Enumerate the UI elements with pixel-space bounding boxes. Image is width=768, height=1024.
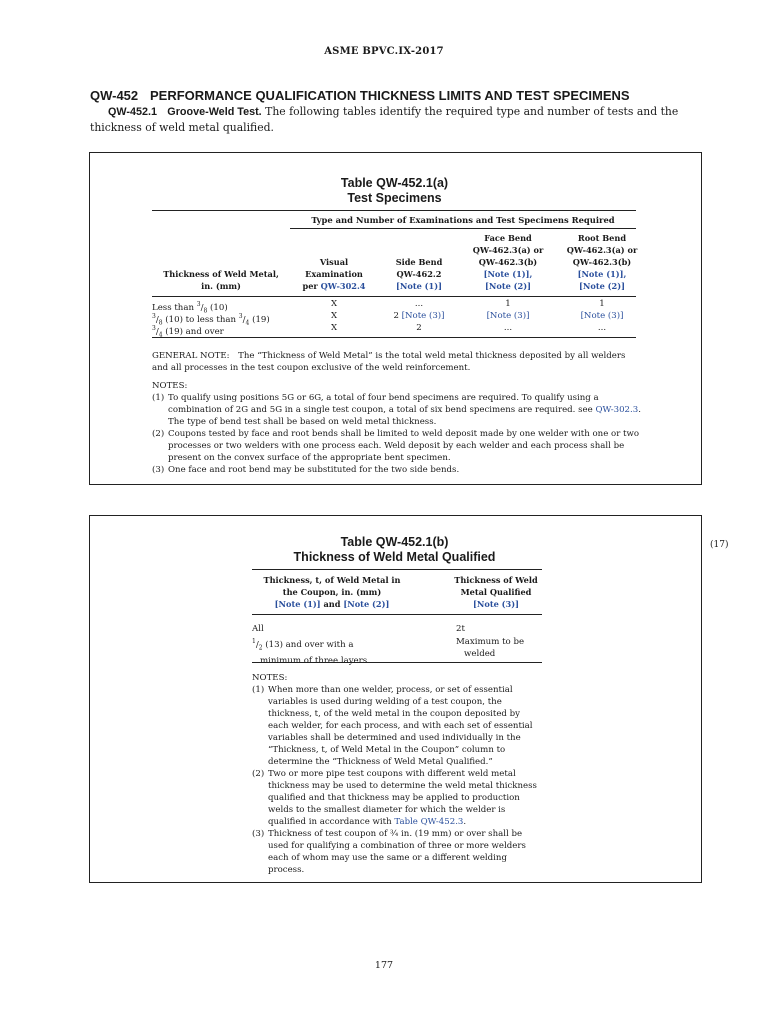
col-qualified-line2: Metal Qualified	[460, 587, 532, 597]
row3-root: ...	[597, 323, 607, 333]
table-b-top-rule	[252, 569, 542, 570]
col-side-line1: Side Bend	[395, 257, 443, 267]
col-side-line2: QW-462.2	[396, 269, 442, 279]
running-head: ASME BPVC.IX-2017	[324, 46, 444, 57]
note-number: (1)	[152, 393, 165, 403]
row1-side: ...	[414, 299, 424, 309]
row1-face: 1	[505, 299, 511, 309]
note-text: One face and root bend may be substituted for the two side bends.	[168, 465, 460, 475]
intro-paragraph	[90, 104, 702, 136]
table-b-row1-coupon: All	[252, 624, 264, 634]
row2-face-note-link[interactable]: [Note (3)]	[486, 311, 530, 321]
table-a-col-visual	[290, 256, 378, 292]
table-b-bottom-rule	[252, 662, 542, 663]
qw-302-4-link[interactable]: QW-302.4	[320, 281, 366, 291]
row2b-num: 1	[252, 638, 256, 645]
table-b-row2-qualified	[456, 636, 546, 660]
table-b-title	[89, 535, 700, 565]
section-number: QW-452	[90, 88, 139, 103]
row3-visual: X	[330, 323, 338, 333]
row3-face: ...	[503, 323, 513, 333]
row2-den: 8	[158, 319, 163, 327]
col-face-line1: Face Bend	[484, 233, 532, 243]
row2-side	[378, 311, 460, 322]
row2b-line2: minimum of three layers	[260, 655, 368, 666]
row3-side: 2	[416, 323, 422, 333]
list-item	[252, 828, 542, 876]
section-heading	[90, 88, 690, 103]
row2b-den: 2	[258, 644, 263, 652]
row3-den: 4	[158, 331, 163, 339]
col-root-line1: Root Bend	[577, 233, 627, 243]
note-tail: . The type of bend test shall be based on weld metal thickness.	[168, 405, 641, 427]
side-note-1-link[interactable]: [Note (1)]	[396, 281, 442, 291]
note-tail: .	[463, 817, 467, 827]
col-visual-per: per	[302, 281, 318, 291]
col-qualified-line1: Thickness of Weld	[454, 575, 538, 585]
table-qw-452-3-link[interactable]: Table QW-452.3	[394, 817, 464, 827]
coupon-note-1-link[interactable]: [Note (1)]	[274, 599, 321, 609]
table-a-title	[89, 176, 700, 206]
row2-thk-post: (10) to less than	[162, 314, 239, 325]
table-a-col-root-bend	[556, 232, 648, 292]
col-visual-line3	[290, 280, 378, 292]
col-root-line2: QW-462.3(a) or	[566, 245, 638, 255]
table-b-number: Table QW-452.1(b)	[340, 535, 449, 549]
row2-den2: 4	[245, 319, 250, 327]
row2b-q-line1: Maximum to be	[456, 637, 525, 647]
col-root-line3: QW-462.3(b)	[572, 257, 632, 267]
qualified-note-3-link[interactable]: [Note (3)]	[473, 599, 519, 609]
coupon-note-2-link[interactable]: [Note (2)]	[343, 599, 390, 609]
root-note-2-link[interactable]: [Note (2)]	[579, 281, 625, 291]
row2-num2: 3	[238, 313, 243, 320]
col-visual-line2: Examination	[305, 269, 363, 279]
row2-side-value: 2	[393, 311, 402, 321]
row3-num: 3	[152, 325, 156, 332]
list-item	[152, 392, 642, 428]
table-a-span-header: Type and Number of Examinations and Test Specimens Required	[311, 215, 615, 225]
col-visual-line1: Visual	[319, 257, 349, 267]
row2-visual: X	[330, 311, 338, 321]
note-text: To qualify using positions 5G or 6G, a total of four bend specimens are required. To qualify using a combination of 2G and 5G in a single test coupon, a total of six bend specimens are required. see	[168, 393, 599, 415]
row3-thk-post: (19) and over	[162, 326, 224, 337]
revision-tag: (17)	[710, 540, 729, 550]
face-note-1-link[interactable]: [Note (1)],	[483, 269, 533, 279]
table-b-col-qualified	[450, 574, 542, 610]
note-text: Two or more pipe test coupons with different weld metal thickness may be used to determine the weld metal thickness qualified and that thickness may be applied to production welds to the smallest diameter for which the welder is qualified in accordance with	[268, 769, 537, 827]
note-number: (1)	[252, 685, 265, 695]
table-a-header-rule	[152, 296, 636, 297]
table-a-span-rule	[290, 228, 636, 229]
list-item	[152, 428, 642, 464]
row2b-q-line2: welded	[464, 649, 496, 659]
list-item	[152, 464, 642, 476]
table-a-bottom-rule	[152, 337, 636, 338]
col-coupon-line1: Thickness, t, of Weld Metal in	[263, 575, 401, 585]
col-thickness-line1: Thickness of Weld Metal,	[163, 269, 279, 279]
table-a-col-thickness	[152, 268, 290, 292]
col-face-line2: QW-462.3(a) or	[472, 245, 544, 255]
table-a-notes	[152, 380, 642, 476]
page-number: 177	[374, 960, 394, 971]
table-b-notes-heading: NOTES:	[252, 673, 288, 683]
row1-thk-post: (10)	[207, 302, 228, 313]
intro-text: The following tables identify the required type and number of tests and the thickness of weld metal qualified.	[90, 105, 679, 134]
table-b-col-coupon	[252, 574, 412, 610]
subsection-title: Groove-Weld Test.	[167, 106, 262, 118]
note-text: Thickness of test coupon of ¾ in. (19 mm) or over shall be used for qualifying a combination of three or more welders each of whom may use the same or a different welding process.	[268, 829, 526, 875]
table-a-caption: Test Specimens	[347, 191, 442, 205]
note-number: (3)	[252, 829, 265, 839]
col-thickness-line2: in. (mm)	[201, 281, 241, 291]
note-text: When more than one welder, process, or set of essential variables is used during welding of a test coupon, the thickness, t, of the weld metal in the coupon deposited by each welder, for each process, and with each set of essential variables shall be determined and used individually in the “Thickness, t, of Weld Metal in the Coupon” column to determine the “Thickness of Weld Metal Qualified.”	[268, 685, 533, 767]
table-b-header-rule	[252, 614, 542, 615]
row1-visual: X	[330, 299, 338, 309]
section-title: PERFORMANCE QUALIFICATION THICKNESS LIMITS AND TEST SPECIMENS	[150, 88, 630, 103]
list-item	[252, 768, 542, 828]
row1-root: 1	[599, 299, 605, 309]
col-coupon-line3	[252, 598, 412, 610]
col-face-line3: QW-462.3(b)	[478, 257, 538, 267]
table-b-notes	[252, 672, 542, 876]
table-a-notes-heading: NOTES:	[152, 381, 188, 391]
row2-num: 3	[152, 313, 156, 320]
row2-thk-post2: (19)	[249, 314, 270, 325]
table-a-col-face-bend	[460, 232, 556, 292]
table-row: $^1/_2$ (13) and over with a minimum of three layers	[252, 636, 442, 667]
row2-root-note-link[interactable]: [Note (3)]	[580, 311, 624, 321]
table-b-caption: Thickness of Weld Metal Qualified	[293, 550, 496, 564]
face-note-2-link[interactable]: [Note (2)]	[485, 281, 531, 291]
table-b-row1-qualified: 2t	[456, 624, 465, 634]
table-a-col-side-bend	[378, 256, 460, 292]
note-number: (3)	[152, 465, 165, 475]
table-row: Less than $^3/_8$ (10)	[152, 301, 228, 315]
col-coupon-line2: the Coupon, in. (mm)	[282, 587, 382, 597]
row1-num: 3	[196, 301, 201, 308]
row1-thk-pre: Less than	[152, 302, 197, 313]
table-a-top-rule	[152, 210, 636, 211]
root-note-1-link[interactable]: [Note (1)],	[577, 269, 627, 279]
note-text: Coupons tested by face and root bends shall be limited to weld deposit made by one welder with one or two processes or two welders with one process each. Weld deposit by each welder and each process shall be present on the convex surface of the appropriate bent specimen.	[168, 429, 640, 463]
table-a-general-note: GENERAL NOTE: The “Thickness of Weld Metal” is the total weld metal thickness deposited by all welders and all processes in the test coupon exclusive of the weld reinforcement.	[152, 351, 626, 373]
table-a-number: Table QW-452.1(a)	[340, 176, 449, 190]
row2-side-note-link[interactable]: [Note (3)]	[401, 311, 445, 321]
subsection-id: QW-452.1	[108, 106, 157, 118]
note-number: (2)	[252, 769, 265, 779]
col-coupon-and: and	[320, 599, 344, 609]
qw-302-3-link[interactable]: QW-302.3	[595, 405, 639, 415]
row2b-rest: (13) and over with a	[262, 639, 354, 650]
list-item	[252, 684, 542, 768]
note-number: (2)	[152, 429, 165, 439]
table-row: $^3/_8$ (10) to less than $^3/_4$ (19)	[152, 313, 270, 327]
row1-den: 8	[203, 307, 208, 315]
table-row: $^3/_4$ (19) and over	[152, 325, 224, 339]
